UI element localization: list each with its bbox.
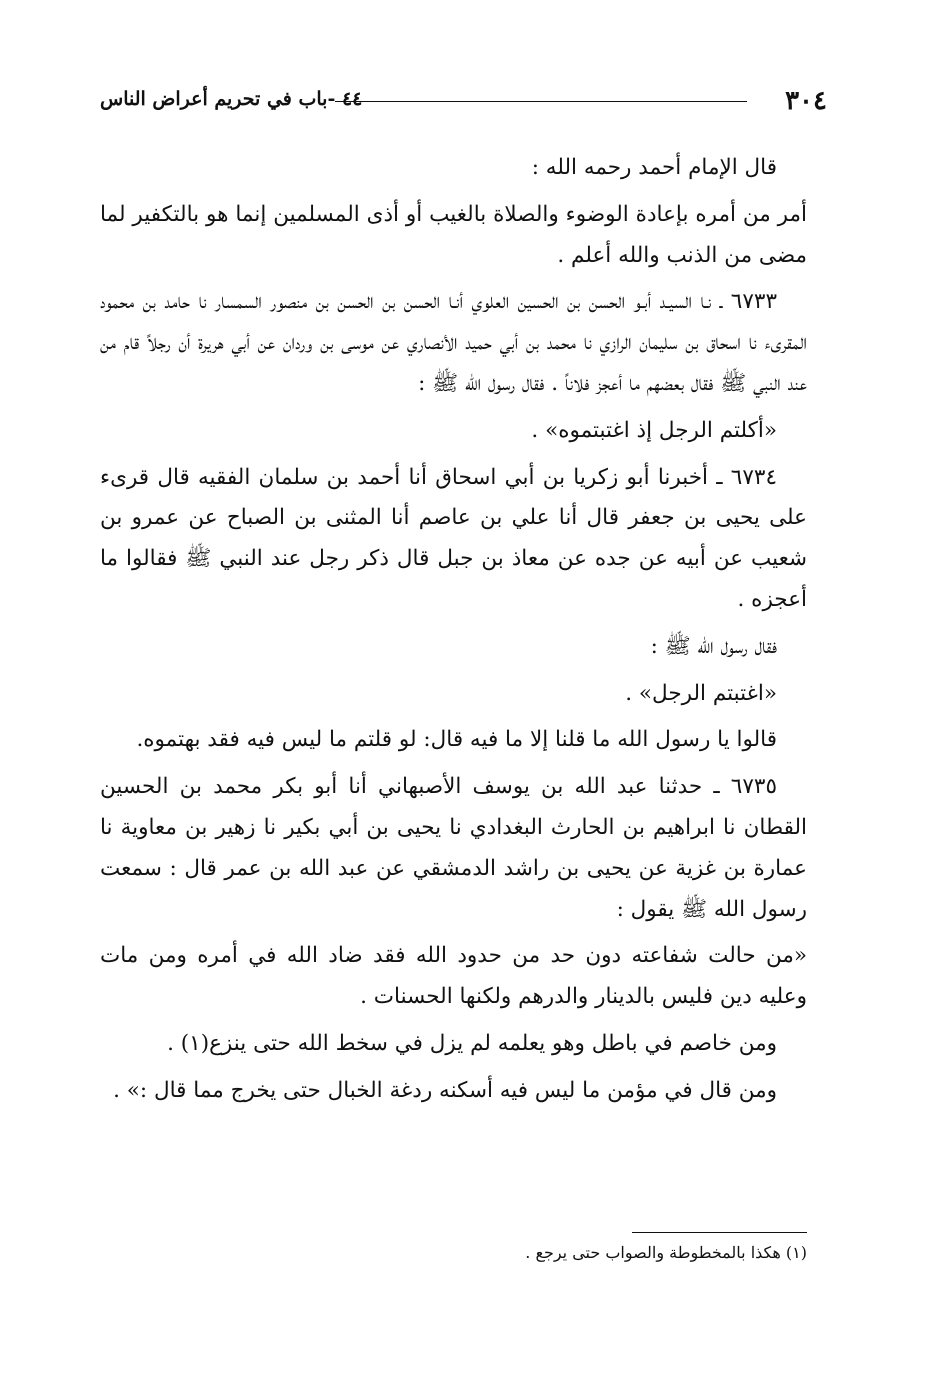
hadith-6733-quote: «أكلتم الرجل إذ اغتبتموه» .: [531, 417, 777, 443]
header-rule: [335, 101, 747, 102]
paragraph-commentary: أمر من أمره بإعادة الوضوء والصلاة بالغيب أو أذى المسلمين إنما هو بالتكفير لما مضى من الذنب والله أعلم .: [100, 201, 807, 268]
hadith-6734-quote: «اغتبتم الرجل» .: [625, 680, 777, 706]
hadith-6734-reply: قالوا يا رسول الله ما قلنا إلا ما فيه قال: لو قلتم ما ليس فيه فقد بهتموه.: [136, 727, 777, 753]
page-body: [100, 148, 807, 1118]
hadith-6735-quote-part3: ومن قال في مؤمن ما ليس فيه أسكنه ردغة الخبال حتى يخرج مما قال :» .: [113, 1077, 777, 1103]
hadith-6734-speaker: فقال رسول الله ﷺ :: [650, 633, 777, 659]
running-title: ٤٤ -باب في تحريم أعراض الناس: [100, 88, 363, 110]
hadith-6734: ٦٧٣٤ ـ أخبرنا أبو زكريا بن أبي اسحاق أنا أحمد بن سلمان الفقيه قال قرىء على يحيى بن جعفر قال أنا علي بن عاصم أنا المثنى بن الصباح عن عمرو بن شعيب عن أبيه عن جده عن معاذ بن جبل قال ذكر رجل عند النبي ﷺ فقالوا ما أعجزه .: [100, 464, 807, 612]
footnote-rule: [632, 1232, 807, 1233]
hadith-6733: ٦٧٣٣ ـ نـا السيـد أبـو الحسن بن الحسين العلوي أنـا الحسن بن الحسن بن منصور السمسار نا حامد بن محمود المقرىء نا اسحاق بن سليمان الرازي نا محمد بن أبي حميد الأنصاري عن موسى بن وردان عن أبي هريرة أن رجلاً قام من عند النبي ﷺ فقال بعضهم ما أعجز فلاناً . فقال رسول الله ﷺ :: [100, 289, 807, 396]
hadith-6735-quote-part2: ومن خاصم في باطل وهو يعلمه لم يزل في سخط الله حتى ينزع(١) .: [167, 1030, 777, 1056]
hadith-6735-quote-part1: «من حالت شفاعته دون حد من حدود الله فقد ضاد الله في أمره ومن مات وعليه دين فليس بالدينار والدرهم ولكنها الحسنات .: [100, 943, 807, 1010]
footnote-1: (١) هكذا بالمخطوطة والصواب حتى يرجع .: [525, 1243, 807, 1262]
paragraph-intro: قال الإمام أحمد رحمه الله :: [531, 155, 777, 180]
page-header: [100, 80, 827, 120]
footnotes: [100, 1232, 807, 1265]
page-number: ٣٠٤: [785, 86, 827, 116]
hadith-6735: ٦٧٣٥ ـ حدثنا عبد الله بن يوسف الأصبهاني أنا أبو بكر محمد بن الحسين القطان نا ابراهيم بن الحارث البغدادي نا يحيى بن أبي بكير نا زهير بن معاوية نا عمارة بن غزية عن يحيى بن راشد الدمشقي عن عبد الله بن عمر قال : سمعت رسول الله ﷺ يقول :: [100, 774, 807, 922]
